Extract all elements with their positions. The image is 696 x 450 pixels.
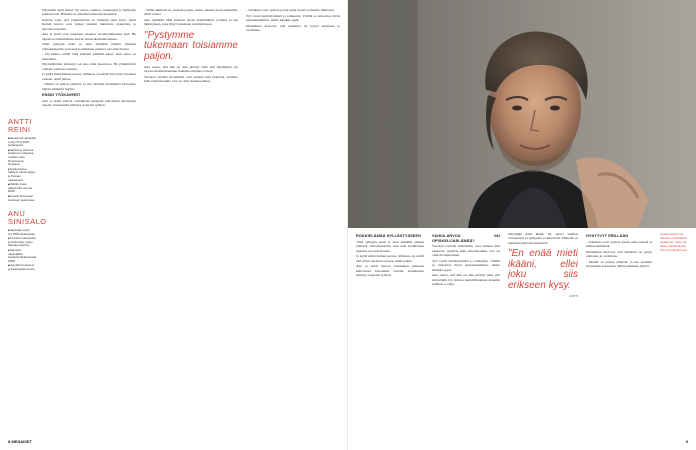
- photo-caption: Koska molemmat olemme näyttelijöitä, tiedämme, miten työ tekee meistä lapsia, Anu ja Antti kertovat.: [660, 232, 688, 252]
- body-paragraph: Tänä syksynä Antti ja Anu nähdään jälleen yhdessä valkokankaalla, kun uusi kotimainen elokuva saa ensi-iltansa.: [356, 239, 424, 253]
- text-column-r1: [356, 232, 424, 432]
- body-paragraph: Näyttelijöiden yhteistyö on aina ollut luontevaa. He ymmärtävät toisiaan puolesta sanasta.: [42, 62, 136, 71]
- body-paragraph: Kahvin vaan, että ympäristössä on tunnettu tuttu kuva. Antti Reinin kasvot ovat tulleet tutuiksi lukuisista elokuvista ja televisiosarjoista.: [42, 18, 136, 31]
- section-headline: ENSIN TYÖKAVERIT: [42, 93, 81, 98]
- text-column-2: [144, 8, 238, 432]
- pull-quote: [144, 31, 238, 63]
- sidebar-block-sinisalo: [8, 209, 47, 272]
- quote-mark-icon: ": [508, 248, 512, 260]
- body-paragraph: Anu ja Antti istuvat vastakkain pienessä kahvilassa kuvausten tauolla. Keskustelu kääntyy nopeasti työhön.: [356, 264, 424, 277]
- sidebar-block-reini: [8, 118, 36, 202]
- body-paragraph: Työ vaatii heittäytymistä ja rohkeutta. Välillä se tarkoittaa myös epäonnistumista, mutta siitäkin oppii.: [432, 258, 500, 272]
- body-paragraph: Anu sanoo, että hän on aina pitänyt siitä, että näyttelijän työ tarjoaa mahdollisuuden kokeilla erilaisia rooleja.: [144, 64, 238, 73]
- body-paragraph: Molemmat kertovat, että tärkeintä on pysyä uteliaana ja avoimena.: [246, 23, 340, 32]
- pull-quote: [508, 249, 578, 291]
- body-paragraph: Vuosien varrella molemmat ovat tehneet niin elokuvia, teatteria kuin televisiotakin. Ura on ollut monipuolinen.: [432, 244, 500, 258]
- text-column-r2: [432, 232, 500, 432]
- sidebar-facts: [8, 229, 36, 272]
- body-paragraph: Anu ja Antti istuvat vastakkain pienessä kahvilassa kuvausten tauolla. Keskustelu kääntyy nopeasti työhön.: [42, 99, 136, 108]
- pull-quote-text: En enää mieti ikääni, ellei joku siis erikseen kysy.: [508, 248, 578, 291]
- sidebar-fact: ■ Näytteli jo lukiossa teatteria tv-sarjassa, meidät muita Ruutimaa ja Norjassa.: [8, 149, 36, 167]
- portrait-photo: [348, 0, 696, 228]
- sidebar-facts: [8, 137, 36, 202]
- text-column-r3: [508, 232, 578, 432]
- right-page: [348, 0, 696, 450]
- body-paragraph: Anu ja Antti ovat tunteneet toisensa vuosikymmenten ajan. He tapasivat ensimmäisen kerran teatterikorkeakoulussa.: [42, 32, 136, 41]
- body-paragraph: - Oli hienoa tehdä töitä yhdessä pitkästä aikaa, Anu sanoo ja naurahtaa.: [42, 52, 136, 61]
- body-paragraph: Vuosien varrella molemmat ovat tehneet niin elokuvia, teatteria kuin televisiotakin. Ura on ollut monipuolinen.: [144, 74, 238, 83]
- left-text-columns: [42, 8, 340, 432]
- body-paragraph: Näyttelijä Antti Reini, 50, seisoo studion ovensuussa ja hymyilee pokkaavasti. Hänellä on edessään pitkä kuvauspäivä.: [508, 232, 578, 245]
- body-paragraph: Näyttelijä Antti Reini, 50, seisoo studion ovensuussa ja hymyilee pokkaavasti. Hänellä on edessään pitkä kuvauspäivä.: [42, 8, 136, 17]
- section-headline: VAHVA-ARVOA VAI OPISKELIJAELÄMÄÄ?: [432, 234, 500, 243]
- sidebar-fact: ■ Nykyään freelancer ja Helsingissä asuva.: [8, 264, 36, 271]
- body-paragraph: Ja kyllä minä haluan kertoa, millaista on tehdä tätä työtä vuodesta toiseen, Antti jatkaa.: [42, 72, 136, 81]
- portrait-photo-image: [348, 0, 696, 228]
- right-text-columns: [356, 232, 656, 432]
- page-folio: 9: [685, 439, 688, 444]
- sidebar-fact: ■ Ravaspirat näyttelijä syntyi 27.8.1964 Helsingissä: [8, 137, 36, 148]
- sidebar-fact: ■ Tunnettu televisiosta ja elokuvista, kuten Saimaa-ohjelma.: [8, 237, 36, 248]
- body-paragraph: - Meillä on paljon yhteistä, ja me olemme molemmat kasvaneet tämän ammatin myötä.: [586, 259, 652, 269]
- page-folio: 8 MENAISET: [8, 439, 33, 444]
- sidebar-name: ANU SINISALO: [8, 209, 47, 227]
- sidebar-fact: ■ Työskentelee Valtonlo Vanta-sarjan ja Kansan vastaavana.: [8, 168, 36, 182]
- body-paragraph: - Tämä ammatti on vaatinut paljon, mutta antanut vielä enemmän, Antti toteaa.: [144, 8, 238, 17]
- text-column-3: [246, 8, 340, 432]
- quote-mark-icon: ": [144, 29, 148, 41]
- facts-sidebar: [8, 117, 47, 280]
- sidebar-fact: ■ Palkittu Jussi-palkinnolla vuonna 2008.: [8, 183, 36, 194]
- pull-quote-text: Pystymme tukemaan toisiamme paljon.: [144, 29, 238, 62]
- section-headline: HYNTYVYT ERILLÄÄN: [586, 234, 629, 238]
- body-paragraph: Anu nyökkää. Hän muistaa hyvin ensimmäiset roolinsa ja sen jännityksen, joka liittyi jokaiseen esiintymiseen.: [144, 18, 238, 27]
- body-paragraph: Työ vaatii heittäytymistä ja rohkeutta. Välillä se tarkoittaa myös epäonnistumista, mutta siitäkin oppii.: [246, 13, 340, 22]
- pull-quote-attribution: ANTTI: [569, 293, 578, 298]
- body-paragraph: - Jokainen rooli opettaa jotain uutta itsestä ja muista ihmisistä.: [246, 8, 335, 12]
- body-paragraph: Anu sanoo, että hän on aina pitänyt siitä, että näyttelijän työ tarjoaa mahdollisuuden kokeilla erilaisia rooleja.: [432, 273, 500, 286]
- sidebar-fact: ■ Kuvattu Hannesan Helsingin teatterissa.: [8, 195, 36, 202]
- text-column-1: [42, 8, 136, 432]
- body-paragraph: Molemmat kertovat, että tärkeintä on pysyä uteliaana ja avoimena.: [586, 249, 652, 259]
- sidebar-fact: ■ Valmistui näyttelijäksi teatterikorkeakoulusta 1988.: [8, 249, 36, 263]
- sidebar-name: ANTTI REINI: [8, 117, 33, 134]
- body-paragraph: Ja kyllä minä haluan kertoa, millaista on tehdä tätä työtä vuodesta toiseen, Antti jatkaa.: [356, 254, 424, 263]
- body-paragraph: - Meillä on paljon yhteistä, ja me olemme molemmat kasvaneet tämän ammatin myötä.: [42, 82, 136, 91]
- section-headline: ROKKIELÄMÄÄ NYLLÄSTYSSEEN: [356, 234, 421, 238]
- body-paragraph: Tänä syksynä Antti ja Anu nähdään jälleen yhdessä valkokankaalla, kun uusi kotimainen elokuva saa ensi-iltansa.: [42, 42, 136, 51]
- body-paragraph: - Jokainen rooli opettaa jotain uutta itsestä ja muista ihmisistä.: [586, 239, 652, 249]
- sidebar-fact: ■ Näyttelijä syntyi 3.2.1963 Helsingissä: [8, 229, 36, 236]
- text-column-r4: [586, 232, 652, 432]
